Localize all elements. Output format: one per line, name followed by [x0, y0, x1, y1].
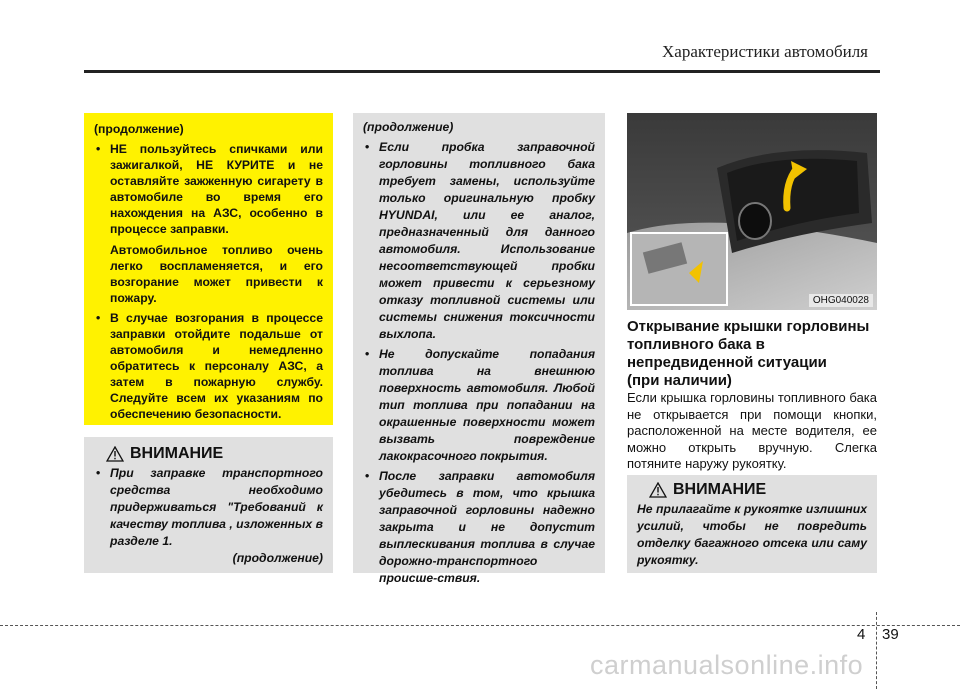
warning-box-fuel-quality — [84, 437, 333, 573]
warning-text: Не прилагайте к рукоятке излишних усилий, чтобы не повредить отделку багажного отсека или саму рукоятку. — [637, 502, 867, 567]
warning-text: Не допускайте попадания топлива на внешнюю поверхность автомобиля. Любой тип топлива при попадании на окрашенные поверхности может вызвать повреждение лакокрасочного покрытия. — [379, 347, 595, 463]
section-title-line: Открывание крышки горловины — [627, 318, 870, 335]
warning-title: ВНИМАНИЕ — [673, 481, 767, 498]
warning-text: После заправки автомобиля убедитесь в том, что крышка заправочной горловины надежно закрыта и не допустит выплескивания топлива в случае дорожно-транспортного происше-ствия. — [379, 469, 595, 585]
caution-list — [94, 141, 323, 422]
section-title — [627, 318, 883, 390]
warning-item-cap — [363, 139, 595, 343]
bullet: • — [96, 311, 101, 325]
caution-text: В случае возгорания в процессе заправки отойдите подальше от автомобиля и немедленно обратитесь к персоналу АЗС, а затем в пожарную службу. Следуйте всем их указаниям по обеспечению безопасности. — [110, 311, 323, 421]
bullet: • — [96, 142, 101, 156]
caution-box-continued — [84, 113, 333, 425]
header-title: Характеристики автомобиля — [662, 42, 868, 61]
figure-code: OHG040028 — [809, 294, 873, 307]
footer-page-divider — [876, 612, 877, 689]
bullet: • — [365, 347, 370, 361]
continued-label: (продолжение) — [94, 122, 184, 136]
trunk-fuel-door-photo — [627, 113, 877, 310]
caution-item-fire — [94, 310, 323, 422]
caution-text: НЕ пользуйтесь спичками или зажигалкой, НЕ КУРИТЕ и не оставляйте зажженную сигарету в автомобиле во время его нахождения на АЗС, особенно в процессе заправки. — [110, 142, 323, 236]
bullet: • — [365, 469, 370, 483]
warning-item-spill — [363, 346, 595, 465]
header-rule — [84, 70, 880, 73]
warning-item-closed — [363, 468, 595, 587]
warning-triangle-icon — [106, 446, 124, 462]
continued-label: (продолжение) — [363, 120, 454, 134]
bullet: • — [96, 466, 101, 480]
page-number: 39 — [882, 626, 899, 643]
warning-header — [106, 445, 323, 463]
section-body: Если крышка горловины топливного бака не открывается при помощи кнопки, расположенной на месте водителя, ее можно открыть вручную. Слегка потяните наружу рукоятку. — [627, 390, 877, 471]
section-title-line: непредвиденной ситуации — [627, 354, 827, 371]
warning-text — [94, 465, 323, 550]
watermark: carmanualsonline.info — [590, 650, 864, 680]
warning-box-handle — [627, 475, 877, 573]
warning-title: ВНИМАНИЕ — [130, 445, 224, 462]
warning-text-content: При заправке транспортного средства необходимо придерживаться "Требований к качеству топлива , изложенных в разделе 1. — [110, 466, 323, 548]
section-title-line: (при наличии) — [627, 372, 732, 389]
footer-divider — [0, 625, 960, 626]
warning-text: Если пробка заправочной горловины топливного бака требует замены, используйте только оригинальную пробку HYUNDAI, или ее аналог, предназначенный для данного автомобиля. Использование несоответствующей пробки может привести к серьезному отказу топливной системы или системы снижения токсичности выхлопа. — [379, 140, 595, 341]
caution-item-smoking — [94, 141, 323, 306]
warning-list — [363, 139, 595, 587]
continued-label: (продолжение) — [232, 551, 323, 565]
warning-header — [649, 481, 867, 499]
warning-box-continued — [353, 113, 605, 585]
warning-triangle-icon — [649, 482, 667, 498]
caution-text: Автомобильное топливо очень легко воспламеняется, и его возгорание может привести к пожару. — [110, 243, 323, 305]
chapter-number: 4 — [857, 626, 866, 643]
section-title-line: топливного бака в — [627, 336, 765, 353]
bullet: • — [365, 140, 370, 154]
